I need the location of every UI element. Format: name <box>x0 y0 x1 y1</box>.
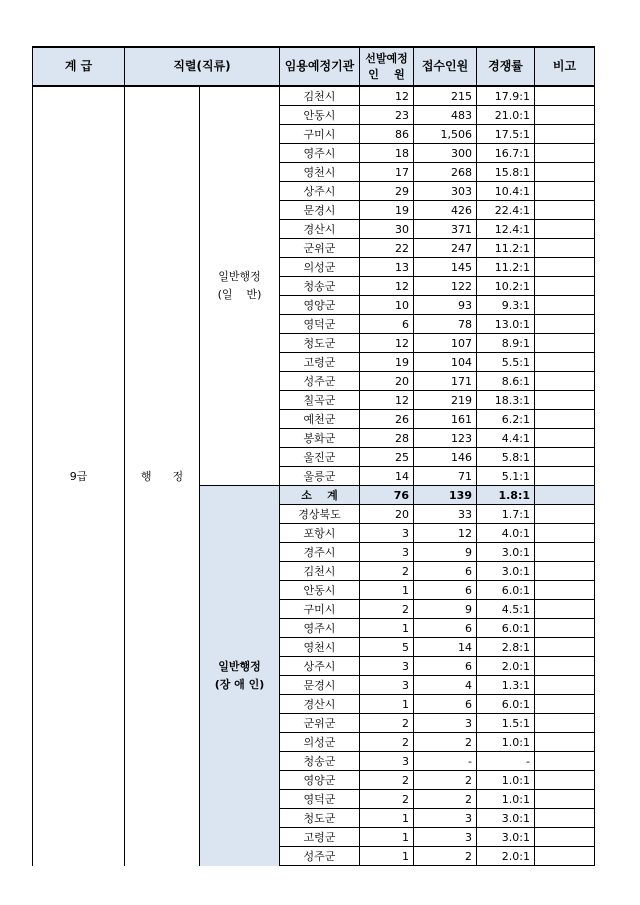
quota-cell: 2 <box>360 714 414 733</box>
org-cell: 영주시 <box>280 144 360 163</box>
subcategory-line1: 일반행정 <box>218 659 261 673</box>
quota-cell: 12 <box>360 86 414 106</box>
applicants-cell: 107 <box>414 334 477 353</box>
quota-cell: 3 <box>360 657 414 676</box>
remarks-cell <box>535 182 595 201</box>
org-cell: 성주군 <box>280 372 360 391</box>
org-cell: 영주시 <box>280 619 360 638</box>
org-cell: 포항시 <box>280 524 360 543</box>
quota-cell: 3 <box>360 524 414 543</box>
applicants-cell: 426 <box>414 201 477 220</box>
header-grade: 계 급 <box>33 47 125 86</box>
org-cell: 문경시 <box>280 676 360 695</box>
ratio-cell: 1.3:1 <box>477 676 535 695</box>
remarks-cell <box>535 429 595 448</box>
applicants-cell: 303 <box>414 182 477 201</box>
ratio-cell: 1.0:1 <box>477 733 535 752</box>
ratio-cell: 6.0:1 <box>477 695 535 714</box>
ratio-cell: 1.7:1 <box>477 505 535 524</box>
org-cell: 경주시 <box>280 543 360 562</box>
applicants-cell: 219 <box>414 391 477 410</box>
quota-cell: 12 <box>360 277 414 296</box>
remarks-cell <box>535 296 595 315</box>
ratio-cell: 17.9:1 <box>477 86 535 106</box>
ratio-cell: 1.0:1 <box>477 771 535 790</box>
applicants-cell: 145 <box>414 258 477 277</box>
quota-cell: 2 <box>360 562 414 581</box>
remarks-cell <box>535 353 595 372</box>
remarks-cell <box>535 752 595 771</box>
org-cell: 소 계 <box>280 486 360 505</box>
remarks-cell <box>535 391 595 410</box>
ratio-cell: 6.2:1 <box>477 410 535 429</box>
ratio-cell: 2.0:1 <box>477 847 535 866</box>
quota-cell: 20 <box>360 372 414 391</box>
org-cell: 영양군 <box>280 296 360 315</box>
ratio-cell: 1.8:1 <box>477 486 535 505</box>
quota-cell: 19 <box>360 201 414 220</box>
applicants-cell: 71 <box>414 467 477 486</box>
remarks-cell <box>535 86 595 106</box>
remarks-cell <box>535 448 595 467</box>
applicants-cell: 215 <box>414 86 477 106</box>
org-cell: 칠곡군 <box>280 391 360 410</box>
quota-cell: 3 <box>360 752 414 771</box>
ratio-cell: 3.0:1 <box>477 562 535 581</box>
quota-cell: 23 <box>360 106 414 125</box>
remarks-cell <box>535 524 595 543</box>
quota-cell: 1 <box>360 828 414 847</box>
org-cell: 상주시 <box>280 182 360 201</box>
applicants-cell: 371 <box>414 220 477 239</box>
applicants-cell: 3 <box>414 714 477 733</box>
remarks-cell <box>535 486 595 505</box>
table-body <box>33 86 595 866</box>
applicants-cell: 6 <box>414 581 477 600</box>
remarks-cell <box>535 467 595 486</box>
org-cell: 영덕군 <box>280 315 360 334</box>
org-cell: 영덕군 <box>280 790 360 809</box>
applicants-cell: 2 <box>414 771 477 790</box>
remarks-cell <box>535 277 595 296</box>
remarks-cell <box>535 600 595 619</box>
ratio-cell: 17.5:1 <box>477 125 535 144</box>
applicants-cell: 146 <box>414 448 477 467</box>
remarks-cell <box>535 638 595 657</box>
ratio-cell: 5.1:1 <box>477 467 535 486</box>
ratio-cell: 13.0:1 <box>477 315 535 334</box>
org-cell: 경산시 <box>280 695 360 714</box>
quota-cell: 28 <box>360 429 414 448</box>
subcategory-line1: 일반행정 <box>218 270 261 283</box>
quota-cell: 25 <box>360 448 414 467</box>
quota-cell: 29 <box>360 182 414 201</box>
quota-cell: 3 <box>360 543 414 562</box>
org-cell: 군위군 <box>280 239 360 258</box>
quota-cell: 1 <box>360 581 414 600</box>
quota-cell: 1 <box>360 809 414 828</box>
ratio-cell: 4.4:1 <box>477 429 535 448</box>
remarks-cell <box>535 505 595 524</box>
remarks-cell <box>535 790 595 809</box>
ratio-cell: 2.0:1 <box>477 657 535 676</box>
quota-cell: 1 <box>360 847 414 866</box>
applicants-cell: 1,506 <box>414 125 477 144</box>
org-cell: 청송군 <box>280 752 360 771</box>
org-cell: 의성군 <box>280 733 360 752</box>
org-cell: 상주시 <box>280 657 360 676</box>
remarks-cell <box>535 619 595 638</box>
quota-cell: 18 <box>360 144 414 163</box>
quota-cell: 12 <box>360 334 414 353</box>
applicants-cell: 3 <box>414 828 477 847</box>
ratio-cell: 5.5:1 <box>477 353 535 372</box>
grade-cell: 9급 <box>33 86 125 866</box>
applicants-cell: 33 <box>414 505 477 524</box>
remarks-cell <box>535 372 595 391</box>
header-quota-line1: 선발예정 <box>365 51 408 65</box>
job-cell: 행 정 <box>125 86 200 866</box>
ratio-cell: 8.6:1 <box>477 372 535 391</box>
org-cell: 영천시 <box>280 163 360 182</box>
remarks-cell <box>535 657 595 676</box>
remarks-cell <box>535 220 595 239</box>
quota-cell: 20 <box>360 505 414 524</box>
quota-cell: 22 <box>360 239 414 258</box>
quota-cell: 30 <box>360 220 414 239</box>
ratio-cell: 18.3:1 <box>477 391 535 410</box>
remarks-cell <box>535 695 595 714</box>
ratio-cell: 11.2:1 <box>477 239 535 258</box>
applicants-cell: 4 <box>414 676 477 695</box>
header-remarks: 비고 <box>535 47 595 86</box>
applicants-cell: 104 <box>414 353 477 372</box>
remarks-cell <box>535 828 595 847</box>
remarks-cell <box>535 581 595 600</box>
quota-cell: 2 <box>360 790 414 809</box>
remarks-cell <box>535 676 595 695</box>
header-row <box>33 47 595 86</box>
applicants-cell: 12 <box>414 524 477 543</box>
applicants-cell: 2 <box>414 847 477 866</box>
applicants-cell: 483 <box>414 106 477 125</box>
applicants-cell: 6 <box>414 562 477 581</box>
ratio-cell: 1.0:1 <box>477 790 535 809</box>
ratio-cell: 2.8:1 <box>477 638 535 657</box>
org-cell: 봉화군 <box>280 429 360 448</box>
applicants-cell: 9 <box>414 600 477 619</box>
quota-cell: 2 <box>360 733 414 752</box>
remarks-cell <box>535 562 595 581</box>
subcategory-cell <box>200 86 280 486</box>
applicants-cell: 171 <box>414 372 477 391</box>
ratio-cell: 6.0:1 <box>477 581 535 600</box>
quota-cell: 19 <box>360 353 414 372</box>
org-cell: 고령군 <box>280 353 360 372</box>
applicants-cell: 9 <box>414 543 477 562</box>
remarks-cell <box>535 144 595 163</box>
applicants-cell: 122 <box>414 277 477 296</box>
quota-cell: 2 <box>360 600 414 619</box>
quota-cell: 76 <box>360 486 414 505</box>
remarks-cell <box>535 847 595 866</box>
ratio-cell: 16.7:1 <box>477 144 535 163</box>
org-cell: 영천시 <box>280 638 360 657</box>
remarks-cell <box>535 809 595 828</box>
org-cell: 김천시 <box>280 86 360 106</box>
ratio-cell: 8.9:1 <box>477 334 535 353</box>
ratio-cell: 12.4:1 <box>477 220 535 239</box>
ratio-cell: 22.4:1 <box>477 201 535 220</box>
ratio-cell: 6.0:1 <box>477 619 535 638</box>
remarks-cell <box>535 239 595 258</box>
applicants-cell: 161 <box>414 410 477 429</box>
quota-cell: 13 <box>360 258 414 277</box>
recruitment-table <box>32 46 595 866</box>
org-cell: 군위군 <box>280 714 360 733</box>
subcategory-cell <box>200 486 280 866</box>
subcategory-line2: (일 반) <box>217 288 262 301</box>
org-cell: 청도군 <box>280 809 360 828</box>
applicants-cell: 6 <box>414 619 477 638</box>
subcategory-line2: (장 애 인) <box>214 677 265 691</box>
remarks-cell <box>535 733 595 752</box>
quota-cell: 26 <box>360 410 414 429</box>
applicants-cell: 14 <box>414 638 477 657</box>
org-cell: 예천군 <box>280 410 360 429</box>
ratio-cell: 3.0:1 <box>477 543 535 562</box>
applicants-cell: 3 <box>414 809 477 828</box>
header-ratio: 경쟁률 <box>477 47 535 86</box>
quota-cell: 86 <box>360 125 414 144</box>
applicants-cell: 6 <box>414 657 477 676</box>
remarks-cell <box>535 334 595 353</box>
remarks-cell <box>535 771 595 790</box>
applicants-cell: - <box>414 752 477 771</box>
quota-cell: 10 <box>360 296 414 315</box>
applicants-cell: 247 <box>414 239 477 258</box>
remarks-cell <box>535 106 595 125</box>
org-cell: 구미시 <box>280 125 360 144</box>
ratio-cell: - <box>477 752 535 771</box>
table-row <box>33 86 595 106</box>
quota-cell: 1 <box>360 619 414 638</box>
org-cell: 경산시 <box>280 220 360 239</box>
ratio-cell: 9.3:1 <box>477 296 535 315</box>
quota-cell: 3 <box>360 676 414 695</box>
org-cell: 청송군 <box>280 277 360 296</box>
applicants-cell: 93 <box>414 296 477 315</box>
org-cell: 울진군 <box>280 448 360 467</box>
header-quota-line2: 인 원 <box>368 67 405 81</box>
ratio-cell: 3.0:1 <box>477 828 535 847</box>
quota-cell: 1 <box>360 695 414 714</box>
org-cell: 영양군 <box>280 771 360 790</box>
applicants-cell: 139 <box>414 486 477 505</box>
applicants-cell: 300 <box>414 144 477 163</box>
org-cell: 안동시 <box>280 581 360 600</box>
header-org: 임용예정기관 <box>280 47 360 86</box>
org-cell: 고령군 <box>280 828 360 847</box>
org-cell: 성주군 <box>280 847 360 866</box>
applicants-cell: 2 <box>414 790 477 809</box>
applicants-cell: 78 <box>414 315 477 334</box>
ratio-cell: 5.8:1 <box>477 448 535 467</box>
ratio-cell: 1.5:1 <box>477 714 535 733</box>
org-cell: 안동시 <box>280 106 360 125</box>
ratio-cell: 4.0:1 <box>477 524 535 543</box>
applicants-cell: 268 <box>414 163 477 182</box>
quota-cell: 6 <box>360 315 414 334</box>
header-job: 직렬(직류) <box>125 47 280 86</box>
ratio-cell: 11.2:1 <box>477 258 535 277</box>
header-applicants: 접수인원 <box>414 47 477 86</box>
quota-cell: 12 <box>360 391 414 410</box>
remarks-cell <box>535 410 595 429</box>
remarks-cell <box>535 543 595 562</box>
remarks-cell <box>535 163 595 182</box>
ratio-cell: 3.0:1 <box>477 809 535 828</box>
quota-cell: 5 <box>360 638 414 657</box>
applicants-cell: 123 <box>414 429 477 448</box>
org-cell: 문경시 <box>280 201 360 220</box>
header-quota <box>360 47 414 86</box>
org-cell: 경상북도 <box>280 505 360 524</box>
remarks-cell <box>535 258 595 277</box>
remarks-cell <box>535 201 595 220</box>
org-cell: 구미시 <box>280 600 360 619</box>
quota-cell: 2 <box>360 771 414 790</box>
ratio-cell: 21.0:1 <box>477 106 535 125</box>
ratio-cell: 4.5:1 <box>477 600 535 619</box>
org-cell: 청도군 <box>280 334 360 353</box>
ratio-cell: 15.8:1 <box>477 163 535 182</box>
remarks-cell <box>535 315 595 334</box>
ratio-cell: 10.2:1 <box>477 277 535 296</box>
remarks-cell <box>535 125 595 144</box>
ratio-cell: 10.4:1 <box>477 182 535 201</box>
applicants-cell: 2 <box>414 733 477 752</box>
quota-cell: 14 <box>360 467 414 486</box>
org-cell: 울릉군 <box>280 467 360 486</box>
org-cell: 의성군 <box>280 258 360 277</box>
org-cell: 김천시 <box>280 562 360 581</box>
remarks-cell <box>535 714 595 733</box>
applicants-cell: 6 <box>414 695 477 714</box>
quota-cell: 17 <box>360 163 414 182</box>
